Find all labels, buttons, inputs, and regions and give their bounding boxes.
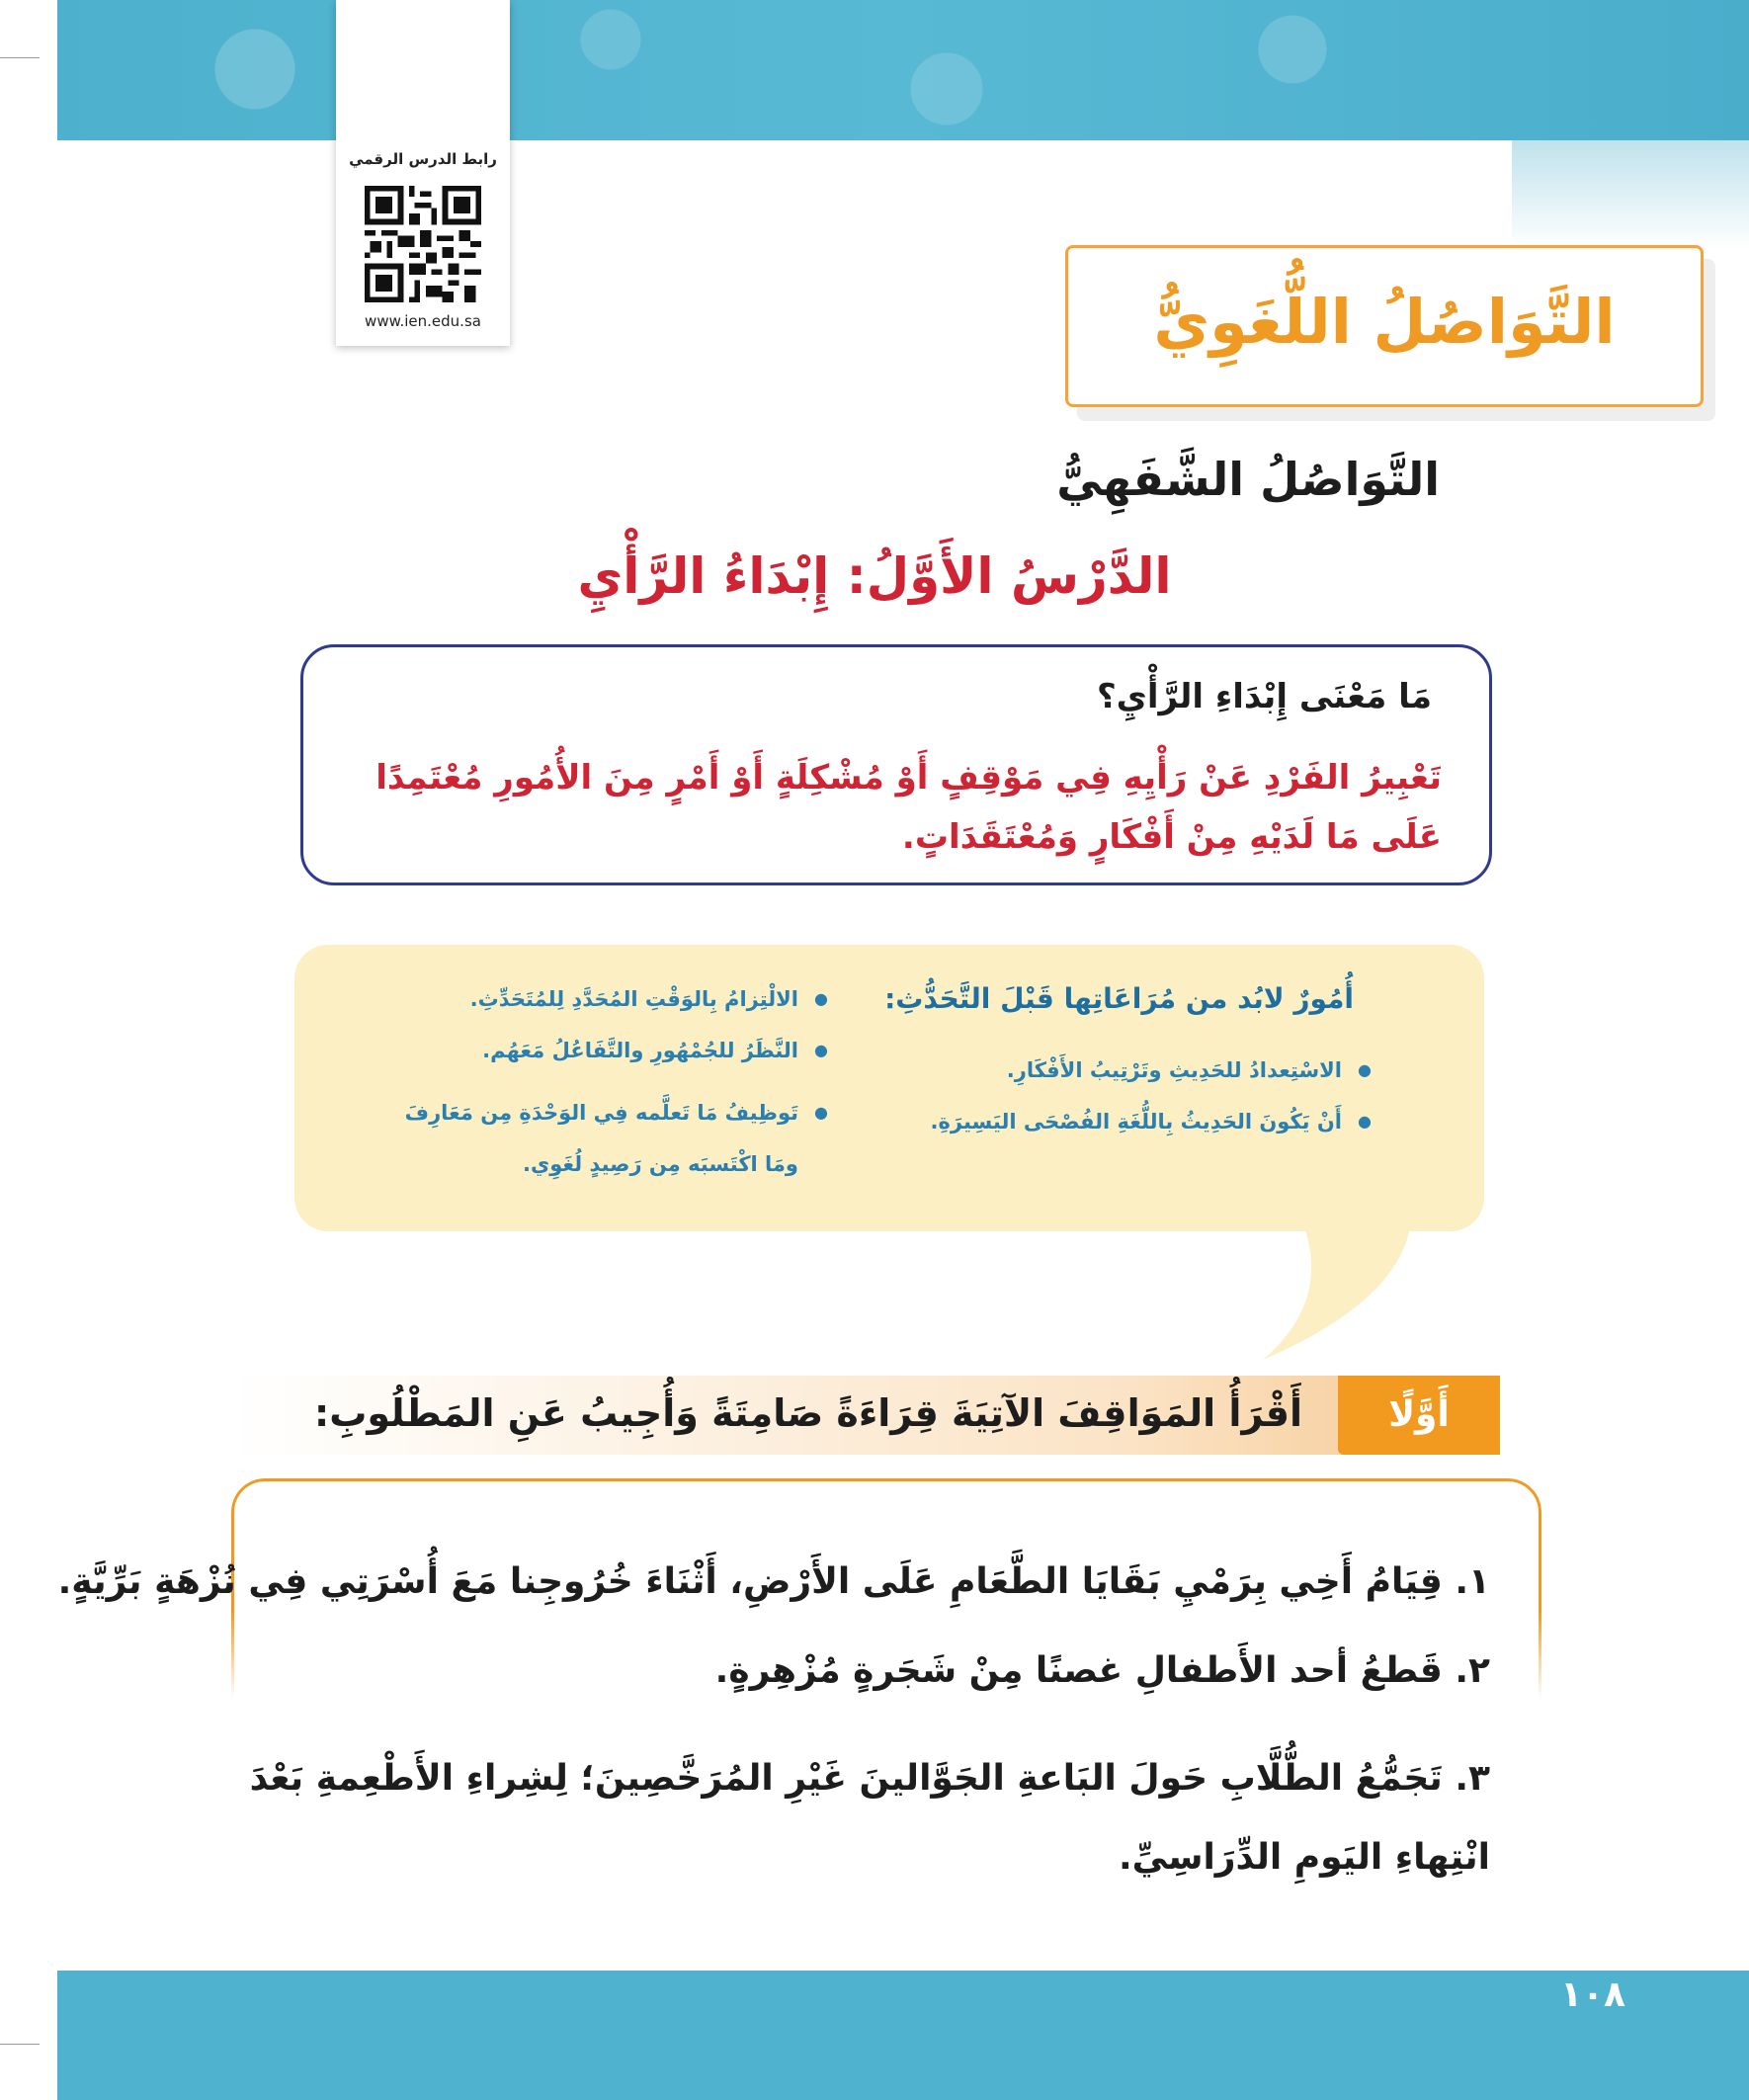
qr-url[interactable]: www.ien.edu.sa xyxy=(365,312,481,330)
unit-title-box xyxy=(1065,245,1704,407)
situation-item: ٢. قَطعُ أحد الأَطفالِ غصنًا مِنْ شَجَرةٍ مُزْهِرةٍ. xyxy=(714,1650,1490,1691)
section-heading: التَّوَاصُلُ الشَّفَهِيُّ xyxy=(1056,453,1440,506)
lesson-title: الدَّرْسُ الأَوَّلُ: إِبْدَاءُ الرَّأْيِ xyxy=(577,547,1172,605)
header-band xyxy=(57,0,1749,140)
unit-title: التَّوَاصُلُ اللُّغَوِيُّ xyxy=(1153,286,1616,358)
exercise-instruction: أَقْرَأُ المَوَاقِفَ الآتِيَةَ قِرَاءَةً صَامِتَةً وَأُجِيبُ عَنِ المَطْلُوبِ: xyxy=(314,1391,1302,1435)
situation-item: ٣. تَجَمُّعُ الطُّلَّابِ حَولَ البَاعةِ الجَوَّالينَ غَيْرِ المُرَخَّصِينَ؛ لِشِراءِ الأَطْعِمةِ بَعْدَ انْتِهاءِ اليَومِ الدِّرَاسِيِّ. xyxy=(249,1758,1490,1878)
considerations-heading: أُمُورٌ لابُد من مُرَاعَاتِها قَبْلَ التَّحَدُّثِ: xyxy=(884,982,1354,1015)
qr-label: رابط الدرس الرقمي xyxy=(349,150,497,168)
definition-box xyxy=(300,644,1492,885)
considerations-bubble xyxy=(294,945,1484,1231)
list-item: ● الالْتِزامُ بِالوَقْتِ المُحَدَّدِ لِلمُتَحَدِّثِ. xyxy=(393,984,828,1014)
list-item: ● تَوظِيفُ مَا تَعلَّمه فِي الوَحْدَةِ مِن مَعَارِفَ ومَا اكْتَسبَه مِن رَصِيدٍ لُغَوِي. xyxy=(393,1087,828,1190)
speech-bubble-tail xyxy=(1263,1221,1441,1360)
header-decoration xyxy=(1512,140,1749,249)
qr-code-icon[interactable] xyxy=(361,186,485,302)
list-item: ● النَّظَرُ للجُمْهُورِ والتَّفَاعُلُ مَعَهُم. xyxy=(393,1036,828,1065)
crop-mark xyxy=(0,57,40,58)
qr-card[interactable] xyxy=(336,0,510,346)
considerations-list-right xyxy=(907,1055,1372,1158)
definition-question: مَا مَعْنَى إِبْدَاءِ الرَّأْيِ؟ xyxy=(1096,677,1432,716)
page-number: ١٠٨ xyxy=(1560,1974,1625,2015)
situation-item: ١. قِيَامُ أَخِي بِرَمْيِ بَقَايَا الطَّعَامِ عَلَى الأَرْضِ، أَثْنَاءَ خُرُوجِنا مَعَ أُسْرَتِي فِي نُزْهَةٍ بَرِّيَّةٍ. xyxy=(57,1561,1490,1602)
considerations-list-left xyxy=(393,984,828,1212)
list-item: ● الاسْتِعدادُ للحَدِيثِ وتَرْتِيبُ الأَفْكَارِ. xyxy=(907,1055,1372,1085)
crop-mark xyxy=(0,2044,40,2045)
list-item: ● أَنْ يَكُونَ الحَدِيثُ بِاللُّغَةِ الفُصْحَى اليَسِيرَةِ. xyxy=(907,1107,1372,1136)
exercise-header xyxy=(231,1376,1500,1455)
footer-band xyxy=(57,1971,1749,2100)
exercise-tag: أَوَّلًا xyxy=(1338,1376,1500,1455)
definition-answer: تَعْبِيرُ الفَرْدِ عَنْ رَأْيِهِ فِي مَوْقِفٍ أَوْ مُشْكِلَةٍ أَوْ أَمْرٍ مِنَ الأُمُورِ مُعْتَمِدًا عَلَى مَا لَدَيْهِ مِنْ أَفْكَارٍ وَمُعْتَقَدَاتٍ. xyxy=(375,758,1442,857)
